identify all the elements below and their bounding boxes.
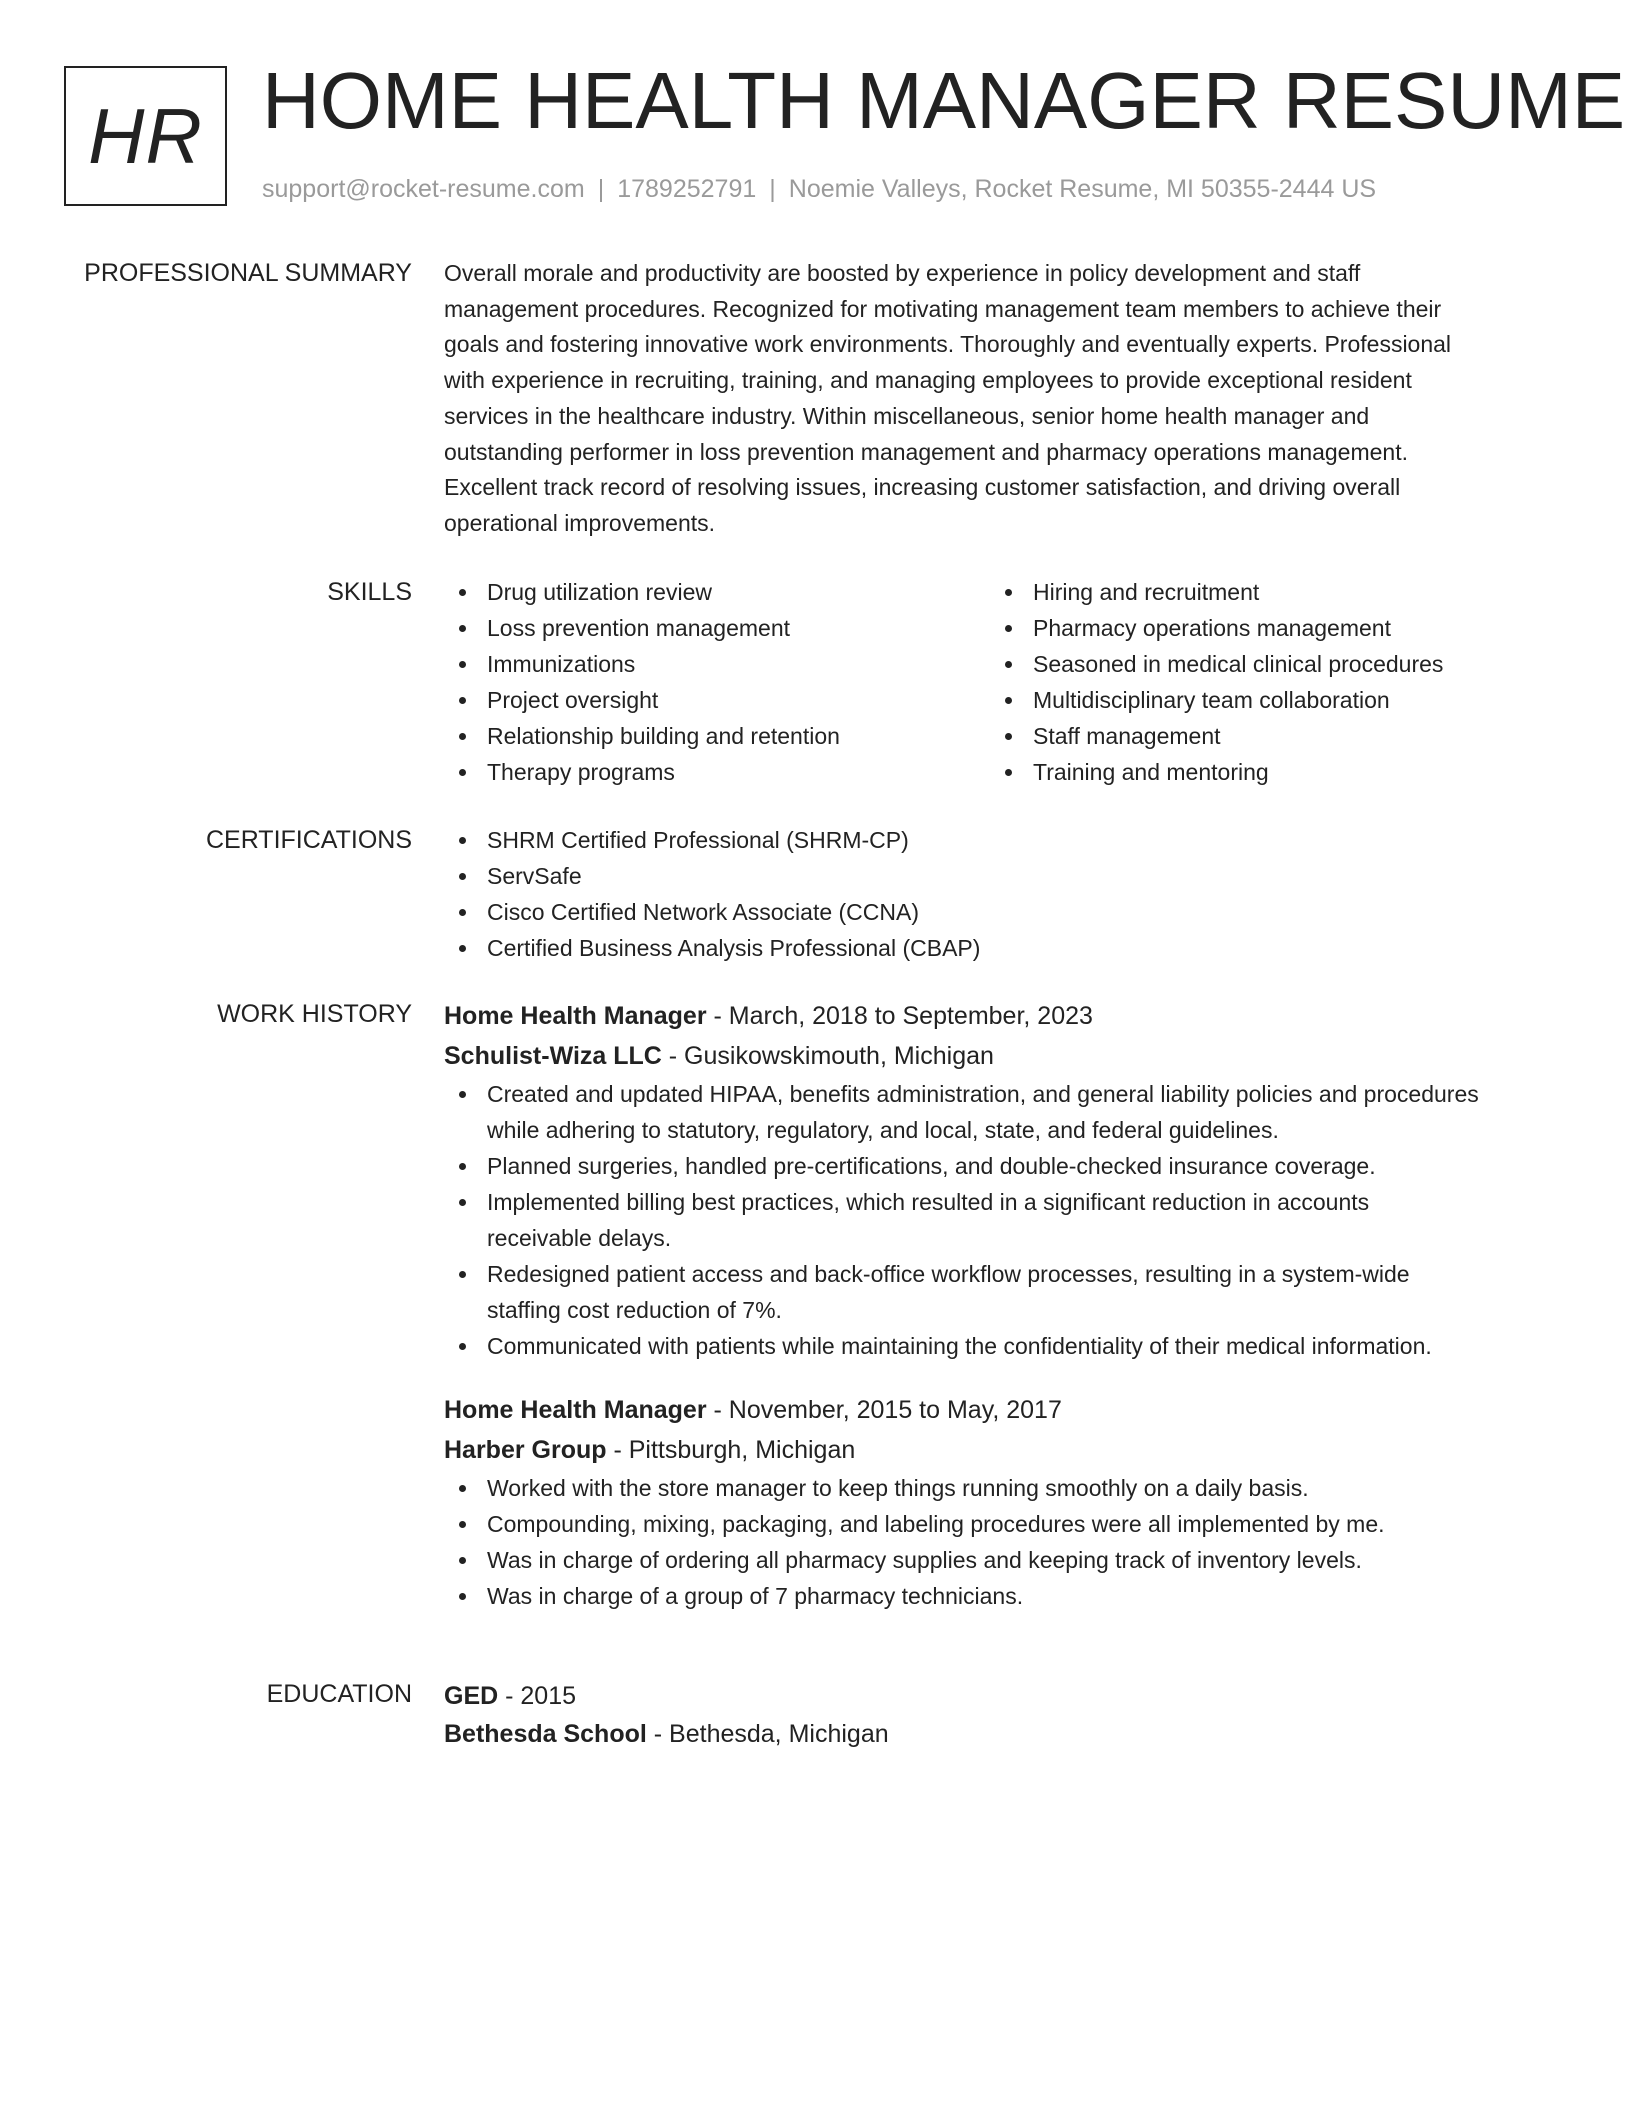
summary-line: goals and fostering innovative work environments. Thoroughly and eventually experts. Professional [444,331,1452,358]
bullet-line: Was in charge of ordering all pharmacy supplies and keeping track of inventory levels. [487,1547,1362,1573]
skill-item: Seasoned in medical clinical procedures [990,646,1550,682]
bullet-line: Implemented billing best practices, which resulted in a significant reduction in accounts [487,1189,1370,1215]
job-bullet [444,1076,1554,1148]
job-dates: - November, 2015 to May, 2017 [706,1396,1062,1424]
job-dates: - March, 2018 to September, 2023 [706,1002,1093,1030]
skill-item: Multidisciplinary team collaboration [990,682,1550,718]
contact-email[interactable]: support@rocket-resume.com [262,175,585,203]
summary-line: operational improvements. [444,509,716,536]
education-body [444,1676,1554,1754]
contact-separator: | [769,175,776,203]
job-title: Home Health Manager [444,1396,707,1424]
bullet-line: Created and updated HIPAA, benefits administration, and general liability policies and procedures [487,1081,1479,1107]
job-bullet [444,1470,1554,1506]
contact-line [262,172,1376,206]
skill-item: Staff management [990,718,1550,754]
summary-line: outstanding performer in loss prevention management and pharmacy operations management. [444,438,1409,465]
bullet-line: Communicated with patients while maintaining the confidentiality of their medical information. [487,1333,1432,1359]
bullet-line: Compounding, mixing, packaging, and labeling procedures were all implemented by me. [487,1511,1385,1537]
job-bullet [444,1184,1554,1256]
education-degree-line [444,1676,1554,1716]
skill-item: Training and mentoring [990,754,1550,790]
skill-item: Drug utilization review [444,574,990,610]
section-label-summary: PROFESSIONAL SUMMARY [84,259,412,287]
bullet-line: Redesigned patient access and back-office workflow processes, resulting in a system-wide [487,1261,1410,1287]
education-degree: GED [444,1682,499,1710]
job-title: Home Health Manager [444,1002,707,1030]
bullet-line: while adhering to statutory, regulatory, and local, state, and federal guidelines. [487,1117,1279,1143]
job-company-line [444,1430,1554,1470]
section-label-certifications: CERTIFICATIONS [205,826,412,854]
certification-item: ServSafe [444,858,1554,894]
bullet-line: Planned surgeries, handled pre-certifications, and double-checked insurance coverage. [487,1153,1376,1179]
bullet-line: Was in charge of a group of 7 pharmacy technicians. [487,1583,1024,1609]
monogram-box [64,66,227,206]
skill-item: Immunizations [444,646,990,682]
contact-phone[interactable]: 1789252791 [617,175,757,203]
bullet-line: staffing cost reduction of 7%. [487,1297,782,1323]
job-bullet [444,1578,1554,1614]
skill-item: Relationship building and retention [444,718,990,754]
summary-line: management procedures. Recognized for motivating management team members to achieve their [444,295,1442,322]
job-bullet [444,1256,1554,1328]
job-company-line [444,1036,1554,1076]
skill-item: Pharmacy operations management [990,610,1550,646]
job-bullets [444,1470,1554,1614]
contact-separator: | [597,175,605,203]
job-title-line [444,996,1554,1036]
certifications-list [444,822,1554,966]
bullet-line: receivable delays. [487,1225,672,1251]
job-bullet [444,1328,1554,1364]
resume-title: HOME HEALTH MANAGER RESUME [262,56,1626,145]
summary-line: Overall morale and productivity are boosted by experience in policy development and staff [444,260,1361,286]
job-bullet [444,1506,1554,1542]
job-bullet [444,1542,1554,1578]
certification-item: Cisco Certified Network Associate (CCNA) [444,894,1554,930]
job-company: Harber Group [444,1436,607,1464]
summary-body [444,256,1554,542]
job-title-line [444,1390,1554,1430]
contact-address: Noemie Valleys, Rocket Resume, MI 50355-2444 US [788,175,1377,203]
skills-list-right [990,574,1550,790]
monogram-text: HR [88,91,203,180]
summary-line: Excellent track record of resolving issues, increasing customer satisfaction, and driving overall [444,474,1401,501]
summary-text [444,256,1554,542]
bullet-line: Worked with the store manager to keep things running smoothly on a daily basis. [487,1475,1309,1501]
section-label-education: EDUCATION [266,1680,412,1708]
job-bullets [444,1076,1554,1364]
job-company: Schulist-Wiza LLC [444,1042,662,1070]
education-location: - Bethesda, Michigan [646,1720,889,1748]
education-school: Bethesda School [444,1720,647,1748]
work-history-body [444,996,1554,1614]
section-label-work-history: WORK HISTORY [217,1000,412,1028]
summary-line: with experience in recruiting, training, and managing employees to provide exceptional resident [444,367,1412,394]
job-entry [444,1390,1554,1614]
education-school-line [444,1714,1554,1754]
skill-item: Hiring and recruitment [990,574,1550,610]
skill-item: Project oversight [444,682,990,718]
summary-line: services in the healthcare industry. Within miscellaneous, senior home health manager and [444,402,1370,429]
skill-item: Loss prevention management [444,610,990,646]
certifications-body [444,822,1554,966]
job-location: - Gusikowskimouth, Michigan [661,1042,994,1070]
skills-list-left [444,574,990,790]
section-label-skills: SKILLS [327,578,412,606]
job-entry [444,996,1554,1364]
education-year: - 2015 [498,1682,577,1710]
certification-item: Certified Business Analysis Professional (CBAP) [444,930,1554,966]
skill-item: Therapy programs [444,754,990,790]
job-location: - Pittsburgh, Michigan [606,1436,856,1464]
certification-item: SHRM Certified Professional (SHRM-CP) [444,822,1554,858]
job-bullet [444,1148,1554,1184]
skills-body [444,574,1554,790]
